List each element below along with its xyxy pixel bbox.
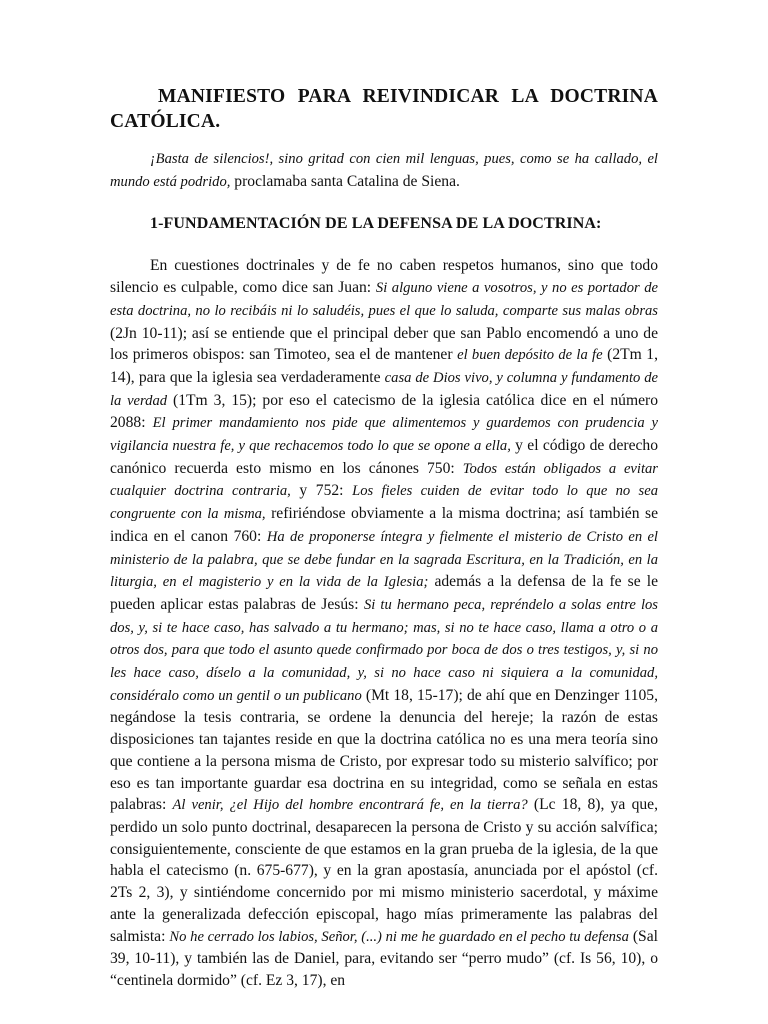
body-paragraph (110, 255, 658, 991)
body-text: (2Tm 1, 14), para que la iglesia sea verdaderamente (110, 346, 659, 386)
body-text: (Mt 18, 15-17); de ahí que en Denzinger 1105, negándose la tesis contraria, se ordene la denuncia del hereje; la razón de estas disposiciones tan tajantes reside en que la doctrina católica no es una mera teoría sino que contiene a la persona misma de Cristo, por expresar todo su misterio salvífico; por eso es tan importante guardar esa doctrina en su integridad, como se señala en estas palabras: (110, 686, 658, 814)
body-text: (1Tm 3, 15); por eso el catecismo de la iglesia católica dice en el número 2088: (110, 391, 659, 432)
intro-attribution: proclamaba santa Catalina de Siena. (230, 172, 460, 190)
body-quote: No he cerrado los labios, Señor, (...) ni me he guardado en el pecho tu defensa (169, 928, 629, 945)
body-text: y el código de derecho canónico recuerda esto mismo en los cánones 750: (110, 437, 658, 477)
body-quote: El primer mandamiento nos pide que alimentemos y guardemos con prudencia y vigilancia nuestra fe, y que rechacemos todo lo que se opone a ella, (110, 415, 659, 455)
body-quote: Al venir, ¿el Hijo del hombre encontrará fe, en la tierra? (172, 797, 528, 814)
body-quote: casa de Dios vivo, y columna y fundamento de la verdad (110, 369, 658, 409)
section-heading: 1-FUNDAMENTACIÓN DE LA DEFENSA DE LA DOCTRINA: (150, 215, 602, 233)
body-quote: Los fieles cuiden de evitar todo lo que no sea congruente con la misma, (110, 483, 659, 523)
document-page (110, 84, 658, 992)
body-text: En cuestiones doctrinales y de fe no caben respetos humanos, sino que todo silencio es culpable, como dice san Juan: (110, 257, 658, 297)
body-text: (Lc 18, 8), ya que, perdido un solo punto doctrinal, desaparecen la persona de Cristo y su acción salvífica; consiguientemente, consciente de que estamos en la gran prueba de la iglesia, de la que habla el catecismo (n. 675-677), y en la gran apostasía, anunciada por el apóstol (cf. 2Ts 2, 3), y sintiéndome concernido por mi mismo ministerio sacerdotal, y máxime ante la generalizada defección episcopal, hago mías primeramente las palabras del salmista: (110, 796, 658, 945)
body-text: refiriéndose obviamente a la misma doctrina; así también se indica en el canon 760: (110, 505, 658, 545)
body-text: (Sal 39, 10-11), y también las de Daniel, para, evitando ser “perro mudo” (cf. Is 56, 10), o “centinela dormido” (cf. Ez 3, 17), en (110, 927, 658, 989)
body-quote: Ha de proponerse íntegra y fielmente el misterio de Cristo en el ministerio de la palabra, que se debe fundar en la sagrada Escritura, en la Tradición, en la liturgia, en el magisterio y en la vida de la Iglesia; (110, 528, 658, 591)
document-title: MANIFIESTO PARA REIVINDICAR LA DOCTRINA CATÓLICA. (110, 86, 658, 132)
body-quote: Si alguno viene a vosotros, y no es portador de esta doctrina, no lo recibáis ni lo saludéis, pues el que lo saluda, comparte sus malas obras (110, 280, 658, 319)
body-quote: el buen depósito de la fe (457, 347, 603, 364)
intro-paragraph (110, 148, 658, 193)
body-quote: Todos están obligados a evitar cualquier doctrina contraria, (110, 460, 658, 500)
body-quote: Si tu hermano peca, repréndelo a solas entre los dos, y, si te hace caso, has salvado a tu hermano; mas, si no te hace caso, llama a otro o a otros dos, para que todo el asunto quede confirmado por boca de dos o tres testigos, y, si no les hace caso, díselo a la comunidad, y, si no hace caso ni siquiera a la comunidad, considéralo como un gentil o un publicano (110, 596, 658, 704)
body-text: además a la defensa de la fe se le pueden aplicar estas palabras de Jesús: (110, 573, 658, 613)
intro-quote: ¡Basta de silencios!, sino gritad con cien mil lenguas, pues, como se ha callado, el mundo está podrido, (110, 151, 658, 190)
body-text: y 752: (290, 482, 353, 500)
body-text: (2Jn 10-11); así se entiende que el principal deber que san Pablo encomendó a uno de los primeros obispos: san Timoteo, sea el de mantener (110, 324, 658, 364)
